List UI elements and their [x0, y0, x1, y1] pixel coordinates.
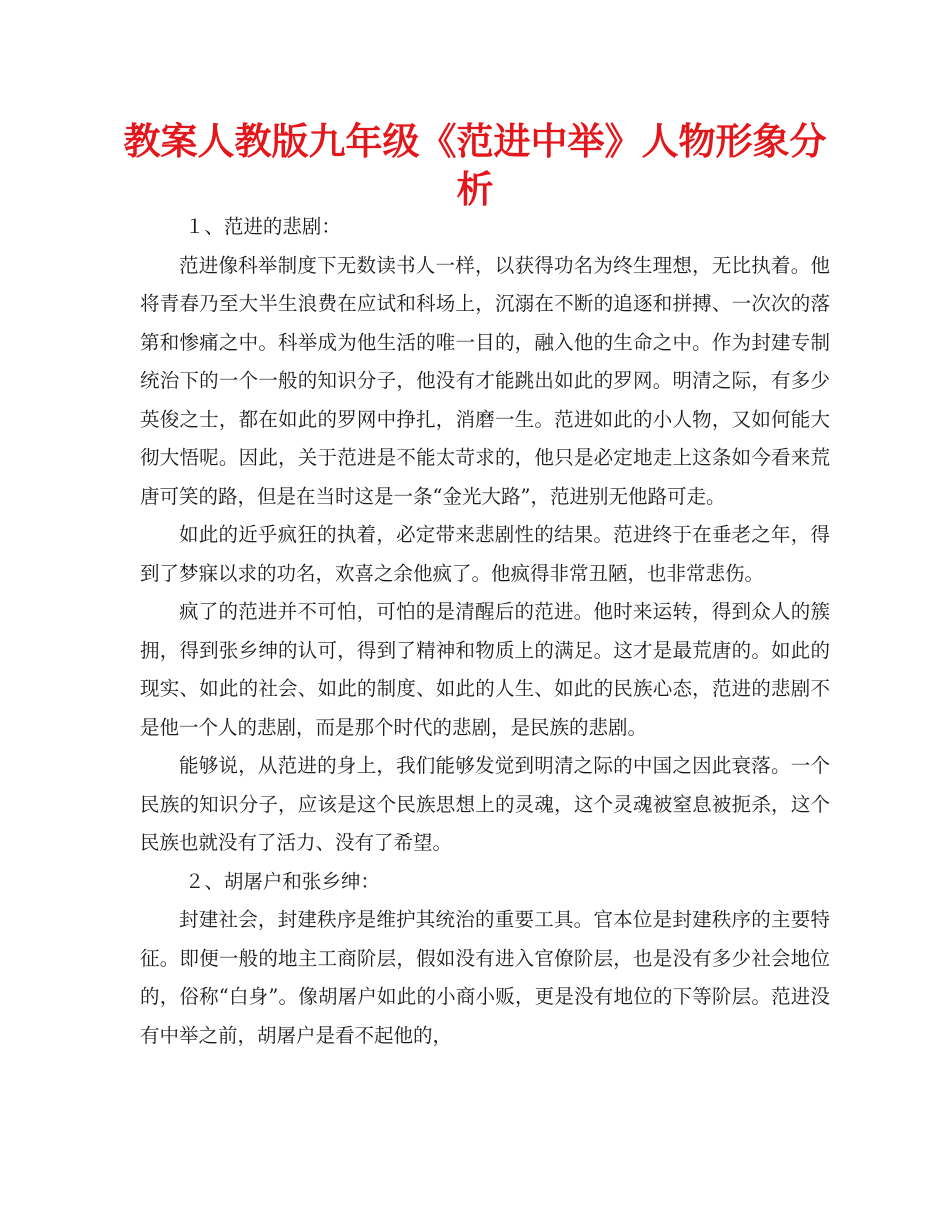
section-heading-hu-zhang: ２、胡屠户和张乡绅： — [184, 869, 380, 893]
paragraph: 范进像科举制度下无数读书人一样，以获得功名为终生理想，无比执着。他将青春乃至大半生浪费在应试和科场上，沉溺在不断的追逐和拼搏、一次次的落第和惨痛之中。科举成为他生活的唯一目的，融入他的生命之中。作为封建专制统治下的一个一般的知识分子，他没有才能跳出如此的罗网。明清之际，有多少英俊之士，都在如此的罗网中挣扎，消磨一生。范进如此的小人物，又如何能大彻大悟呢。因此，关于范进是不能太苛求的，他只是必定地走上这条如今看来荒唐可笑的路，但是在当时这是一条“金光大路”，范进别无他路可走。 — [140, 253, 830, 508]
paragraph: 封建社会，封建秩序是维护其统治的重要工具。官本位是封建秩序的主要特征。即便一般的地主工商阶层，假如没有进入官僚阶层，也是没有多少社会地位的，俗称“白身”。像胡屠户如此的小商小贩，更是没有地位的下等阶层。范进没有中举之前，胡屠户是看不起他的， — [140, 908, 830, 1047]
section-heading-fan-jin: １、范进的悲剧： — [184, 215, 341, 238]
document-body — [140, 208, 830, 1055]
paragraph: 能够说，从范进的身上，我们能够发觉到明清之际的中国之因此衰落。一个民族的知识分子，应该是这个民族思想上的灵魂，这个灵魂被窒息被扼杀，这个民族也就没有了活力、没有了希望。 — [140, 754, 830, 854]
document-title: 教案人教版九年级《范进中举》人物形象分析 — [123, 120, 827, 211]
paragraph: 如此的近乎疯狂的执着，必定带来悲剧性的结果。范进终于在垂老之年，得到了梦寐以求的功名，欢喜之余他疯了。他疯得非常丑陋，也非常悲伤。 — [140, 523, 830, 585]
paragraph: 疯了的范进并不可怕，可怕的是清醒后的范进。他时来运转，得到众人的簇拥，得到张乡绅的认可，得到了精神和物质上的满足。这才是最荒唐的。如此的现实、如此的社会、如此的制度、如此的人生、如此的民族心态，范进的悲剧不是他一个人的悲剧，而是那个时代的悲剧，是民族的悲剧。 — [140, 600, 830, 739]
